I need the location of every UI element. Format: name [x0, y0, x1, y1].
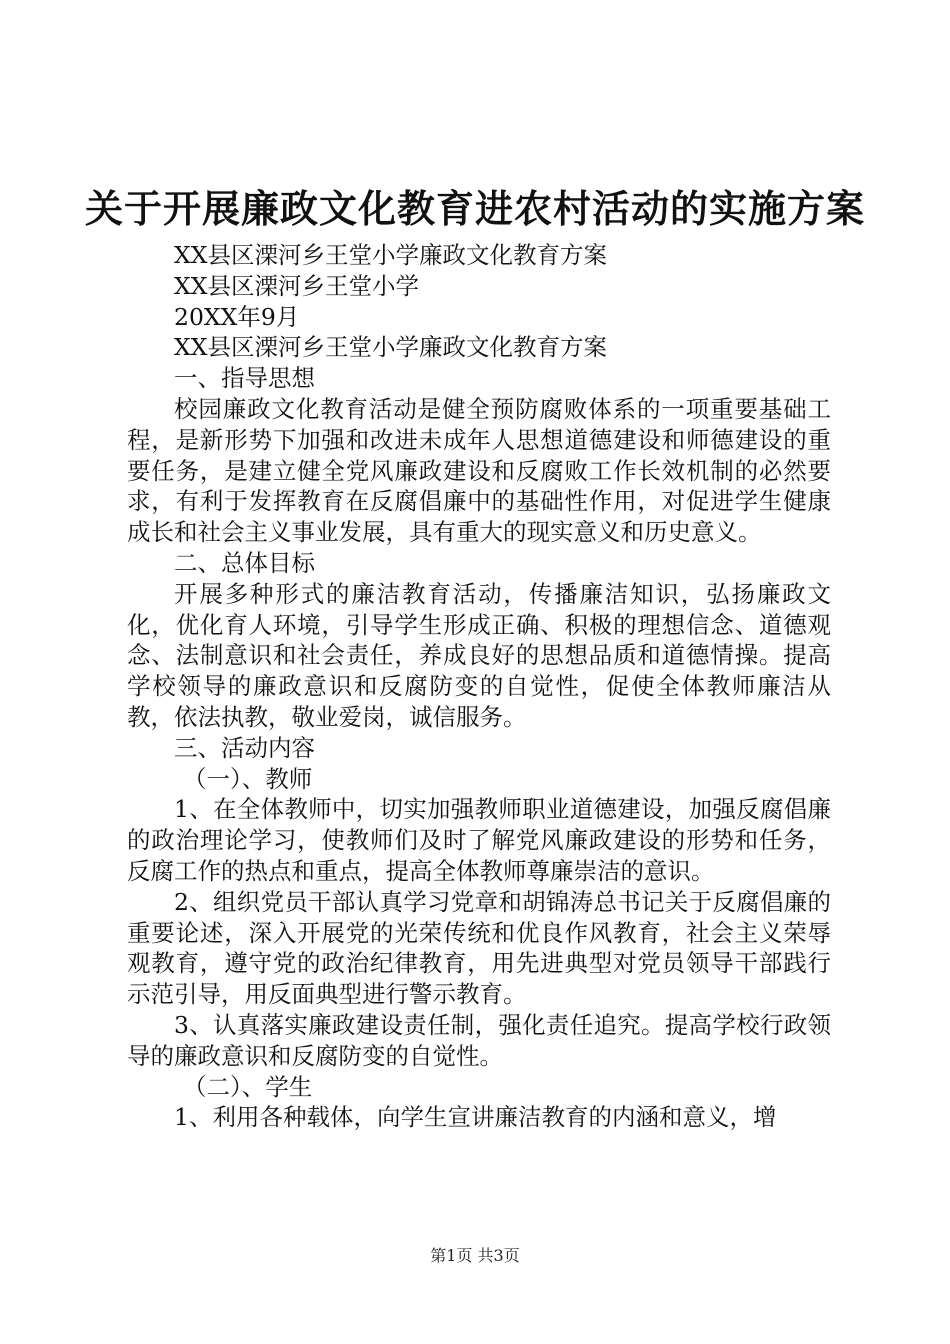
page-number: 第1页 共3页 — [430, 1246, 520, 1265]
header-line: XX县区溧河乡王堂小学廉政文化教育方案 — [174, 333, 607, 362]
paragraph: 校园廉政文化教育活动是健全预防腐败体系的一项重要基础工程，是新形势下加强和改进未成年人思想道德建设和师德建设的重要任务，是建立健全党风廉政建设和反腐败工作长效机制的必然要求，有利于发挥教育在反腐倡廉中的基础性作用，对促进学生健康成长和社会主义事业发展，具有重大的现实意义和历史意义。 — [127, 394, 831, 547]
list-item: 1、利用各种载体，向学生宣讲廉洁教育的内涵和意义，增 — [174, 1103, 777, 1132]
paragraph: 开展多种形式的廉洁教育活动，传播廉洁知识，弘扬廉政文化，优化育人环境，引导学生形成正确、积极的理想信念、道德观念、法制意识和社会责任，养成良好的思想品质和道德情操。提高学校领导的廉政意识和反腐防变的自觉性，促使全体教师廉洁从教，依法执教，敬业爱岗，诚信服务。 — [127, 579, 831, 731]
list-item: 2、组织党员干部认真学习党章和胡锦涛总书记关于反腐倡廉的重要论述，深入开展党的光荣传统和优良作风教育，社会主义荣辱观教育，遵守党的政治纪律教育，用先进典型对党员领导干部践行示范引导，用反面典型进行警示教育。 — [127, 887, 831, 1009]
list-item: 1、在全体教师中，切实加强教师职业道德建设，加强反腐倡廉的政治理论学习，使教师们及时了解党风廉政建设的形势和任务，反腐工作的热点和重点，提高全体教师尊廉崇洁的意识。 — [127, 795, 831, 885]
list-item: 3、认真落实廉政建设责任制，强化责任追究。提高学校行政领导的廉政意识和反腐防变的自觉性。 — [127, 1010, 831, 1070]
subsection-heading: （二）、学生 — [183, 1072, 313, 1101]
subsection-heading: （一）、教师 — [183, 764, 313, 793]
header-line: XX县区溧河乡王堂小学 — [174, 271, 419, 300]
header-line: XX县区溧河乡王堂小学廉政文化教育方案 — [174, 241, 607, 269]
header-line: 20XX年9月 — [174, 302, 300, 331]
section-heading: 一、指导思想 — [174, 364, 315, 393]
document-title: 关于开展廉政文化教育进农村活动的实施方案 — [84, 186, 865, 231]
document-body — [127, 240, 831, 1133]
section-heading: 二、总体目标 — [174, 548, 315, 577]
section-heading: 三、活动内容 — [174, 733, 315, 762]
